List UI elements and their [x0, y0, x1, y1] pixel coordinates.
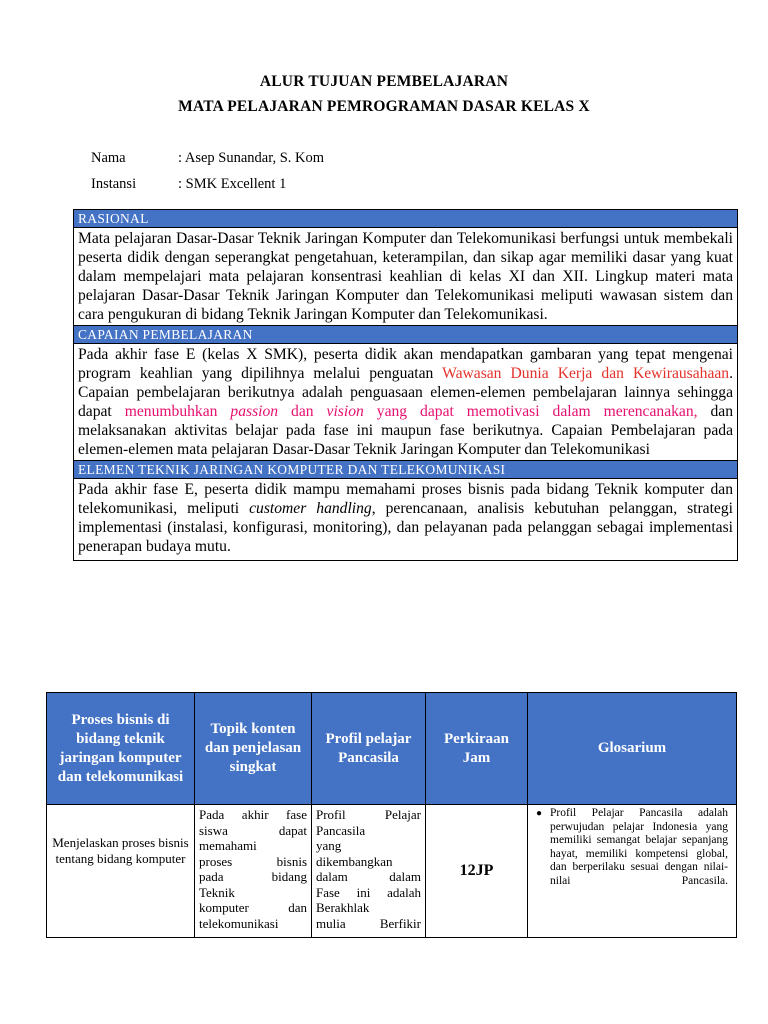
nama-value: : Asep Sunandar, S. Kom	[178, 150, 325, 166]
cell-profil	[312, 805, 426, 938]
profil-line: Pancasila	[316, 822, 366, 838]
header-topik: Topik konten dan penjelasan singkat	[195, 693, 312, 805]
profil-line: Fase ini adalah	[316, 884, 421, 900]
cell-proses: Menjelaskan proses bisnis tentang bidang komputer	[47, 805, 195, 938]
topik-line: Teknik	[199, 884, 235, 900]
cell-topik	[195, 805, 312, 938]
nama-label: Nama	[91, 150, 126, 166]
glosarium-item: ● Profil Pelajar Pancasila adalah perwujudan pelajar Indonesia yang memiliki semangat belajar sepanjang hayat, memiliki kompetensi global, dan berperilaku sesuai dengan nilai-nilai Pancasila.	[536, 807, 728, 887]
cell-glosarium	[528, 805, 737, 938]
rasional-heading: RASIONAL	[74, 210, 738, 228]
instansi-value: : SMK Excellent 1	[178, 176, 287, 192]
header-profil: Profil pelajar Pancasila	[312, 693, 426, 805]
topik-line: komputer dan	[199, 900, 307, 915]
topik-line: siswa dapat	[199, 822, 307, 838]
elemen-text: Pada akhir fase E, peserta didik mampu memahami proses bisnis pada bidang Teknik komputer dan telekomunikasi, meliputi customer handling, perencanaan, analisis kebutuhan pelanggan, strategi implementasi (instalasi, konfigurasi, monitoring), dan pelayanan pada pelanggan sebagai implementasi penerapan budaya mutu.	[74, 479, 738, 561]
header-glosarium: Glosarium	[528, 693, 737, 805]
topik-line: telekomunikasi	[199, 915, 279, 931]
meta-instansi	[91, 176, 286, 193]
header-jam: Perkiraan Jam	[426, 693, 528, 805]
learning-flow-table	[46, 692, 737, 938]
capaian-heading: CAPAIAN PEMBELAJARAN	[74, 326, 738, 344]
document-subtitle: MATA PELAJARAN PEMROGRAMAN DASAR KELAS X	[178, 98, 590, 115]
bullet-icon: ●	[536, 808, 543, 819]
header-proses: Proses bisnis di bidang teknik jaringan komputer dan telekomunikasi	[47, 693, 195, 805]
topik-line: Pada akhir fase	[199, 807, 307, 822]
table-row	[47, 805, 737, 938]
profil-line: Profil Pelajar	[316, 807, 421, 822]
cell-jam: 12JP	[426, 805, 528, 938]
meta-nama	[91, 150, 324, 167]
instansi-label: Instansi	[91, 176, 137, 192]
profil-line: mulia Berfikir	[316, 915, 421, 931]
rasional-text: Mata pelajaran Dasar-Dasar Teknik Jaringan Komputer dan Telekomunikasi berfungsi untuk membekali peserta didik dengan seperangkat pengetahuan, keterampilan, dan sikap agar memiliki dasar yang kuat dalam mempelajari mata pelajaran konsentrasi keahlian di kelas XI dan XII. Lingkup materi mata pelajaran Dasar-Dasar Teknik Jaringan Komputer dan Telekomunikasi meliputi wawasan sistem dan cara pengukuran di bidang Teknik Jaringan Komputer dan Telekomunikasi.	[74, 228, 738, 326]
capaian-highlight-wawasan: Wawasan Dunia Kerja dan Kewirausahaan	[442, 365, 730, 382]
table-header-row	[47, 693, 737, 805]
profil-line: yang	[316, 838, 342, 853]
capaian-text: Pada akhir fase E (kelas X SMK), peserta didik akan mendapatkan gambaran yang tepat mengenai program keahlian yang dipilihnya melalui penguatan Wawasan Dunia Kerja dan Kewirausahaan. Capaian pembelajaran berikutnya adalah penguasaan elemen-elemen pembelajaran lainnya sehingga dapat menumbuhkan passion dan vision yang dapat memotivasi dalam merencanakan, dan melaksanakan aktivitas belajar pada fase ini maupun fase berikutnya. Capaian Pembelajaran pada elemen-elemen mata pelajaran Dasar-Dasar Teknik Jaringan Komputer dan Telekomunikasi	[74, 344, 738, 461]
elemen-heading: ELEMEN TEKNIK JARINGAN KOMPUTER DAN TELEKOMUNIKASI	[74, 461, 738, 479]
profil-line: dalam dalam	[316, 869, 421, 884]
topik-line: memahami	[199, 838, 257, 853]
profil-line: dikembangkan	[316, 853, 393, 869]
document-title: ALUR TUJUAN PEMBELAJARAN	[259, 73, 509, 90]
profil-line: Berakhlak	[316, 900, 370, 915]
topik-line: proses bisnis	[199, 853, 307, 869]
info-table	[73, 209, 738, 561]
topik-line: pada bidang	[199, 869, 307, 884]
